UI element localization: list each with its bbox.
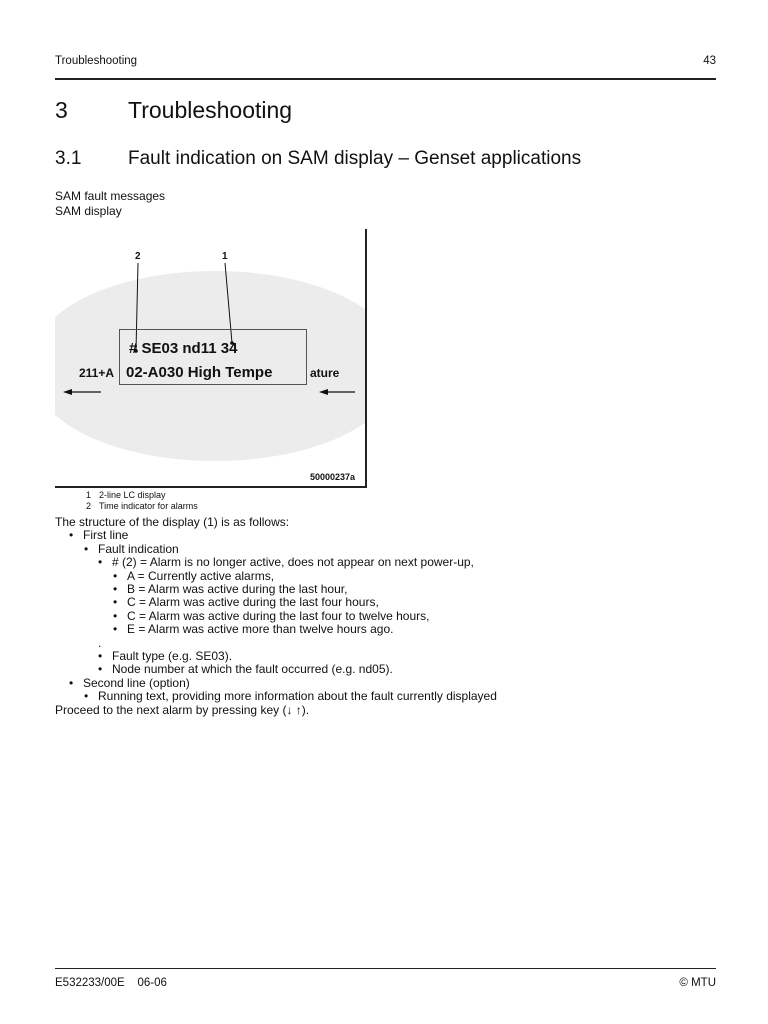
paragraph: The structure of the display (1) is as follows:: [55, 515, 290, 529]
section-heading: [55, 148, 581, 170]
callout-1: 1: [222, 251, 228, 262]
legend-item: 2 Time indicator for alarms: [86, 501, 198, 511]
footer-rule: [55, 968, 716, 969]
chapter-number: 3: [55, 97, 68, 123]
list-item: • # (2) = Alarm is no longer active, does not appear on next power-up,: [98, 555, 474, 570]
list-item: • E = Alarm was active more than twelve hours ago.: [113, 622, 394, 637]
sam-display-figure: [55, 229, 367, 488]
chapter-title: Troubleshooting: [128, 97, 293, 123]
right-scroll-label: ature: [310, 366, 340, 380]
callout-2: 2: [135, 251, 141, 262]
paragraph: Proceed to the next alarm by pressing key (↓ ↑).: [55, 702, 310, 717]
legend-item: 1 2-line LC display: [86, 490, 166, 500]
copyright: © MTU: [679, 977, 716, 989]
lcd-line-2: 02-A030 High Tempe: [126, 364, 273, 381]
section-title: Fault indication on SAM display – Genset applications: [128, 148, 582, 169]
running-header: Troubleshooting: [55, 55, 138, 67]
left-scroll-label: 211+A: [79, 366, 115, 380]
intro-line: SAM fault messages: [55, 189, 166, 203]
section-number: 3.1: [55, 148, 82, 169]
lcd-line-1: # SE03 nd11 34: [129, 340, 238, 357]
intro-line: SAM display: [55, 204, 122, 218]
list-item: • Running text, providing more information about the fault currently displayed: [84, 689, 497, 704]
list-item: • Second line (option): [69, 675, 190, 690]
list-item: • B = Alarm was active during the last hour,: [113, 582, 348, 597]
body-text: [55, 516, 497, 717]
figure-intro: [55, 189, 165, 219]
header-rule: [55, 78, 716, 80]
list-item: • First line: [69, 528, 129, 543]
list-item: • Fault type (e.g. SE03).: [98, 649, 233, 664]
list-item: • Node number at which the fault occurred (e.g. nd05).: [98, 662, 393, 677]
list-item: • C = Alarm was active during the last four hours,: [113, 595, 379, 610]
chapter-heading: [55, 97, 292, 124]
document-number: E532233/00E 06-06: [55, 977, 167, 989]
page-number: 43: [703, 55, 716, 67]
list-item: • Fault indication: [84, 541, 179, 556]
list-item: • A = Currently active alarms,: [113, 568, 275, 583]
figure-id: 50000237a: [309, 472, 355, 482]
list-item: • C = Alarm was active during the last four to twelve hours,: [113, 608, 430, 623]
list-item: .: [98, 635, 102, 650]
figure-legend: [86, 490, 198, 512]
